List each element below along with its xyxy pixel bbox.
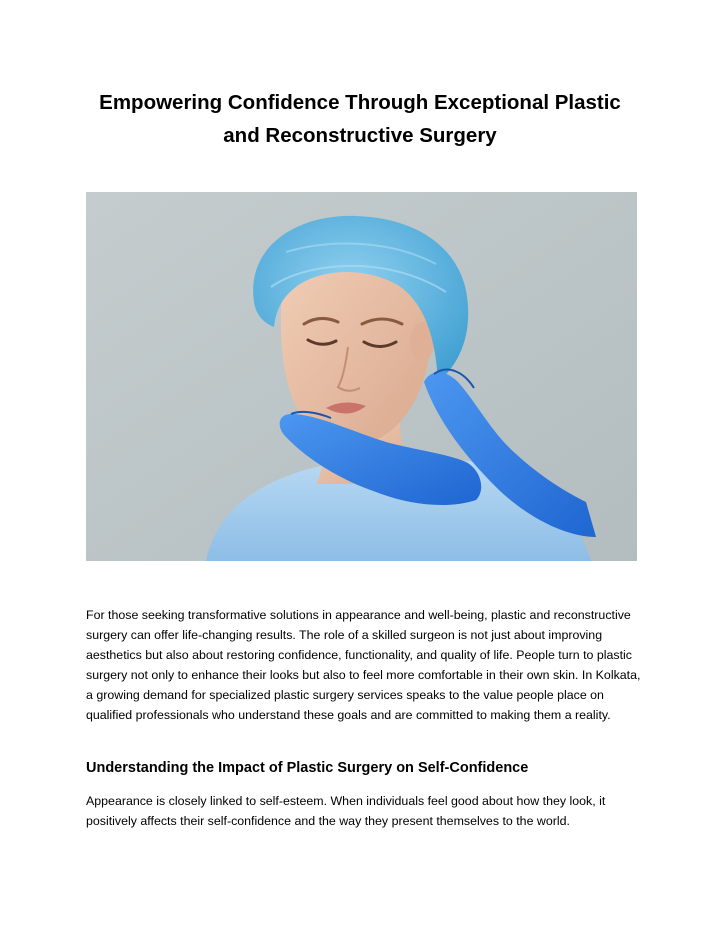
title-line-2: and Reconstructive Surgery xyxy=(223,124,497,147)
title-line-1: Empowering Confidence Through Exceptional Plastic xyxy=(99,91,621,114)
intro-paragraph: For those seeking transformative solutions in appearance and well-being, plastic and reconstructive surgery can offer life-changing results. The role of a skilled surgeon is not just about improving aesthetics but also about restoring confidence, functionality, and quality of life. People turn to plastic surgery not only to enhance their looks but also to feel more comfortable in their own skin. In Kolkata, a growing demand for specialized plastic surgery services speaks to the value people place on qualified professionals who understand these goals and are committed to making them a reality. xyxy=(86,608,641,722)
section-paragraph: Appearance is closely linked to self-esteem. When individuals feel good about how they look, it positively affects their self-confidence and the way they present themselves to the world. xyxy=(86,794,606,828)
hero-photo xyxy=(86,192,637,561)
section-heading: Understanding the Impact of Plastic Surgery on Self-Confidence xyxy=(86,760,529,776)
document-title xyxy=(60,86,660,152)
